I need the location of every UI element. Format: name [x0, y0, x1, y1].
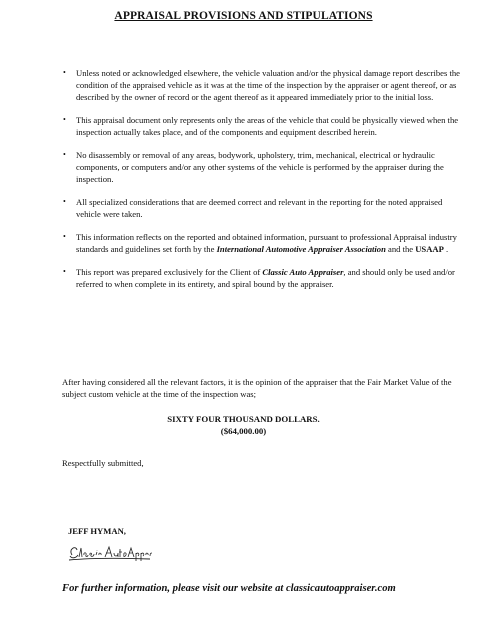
- bullet-icon: •: [63, 197, 66, 206]
- provision-item: [63, 149, 461, 185]
- provision-text-before: This report was prepared exclusively for the Client of: [76, 267, 263, 277]
- provision-item: [63, 231, 461, 255]
- bullet-icon: •: [63, 68, 66, 77]
- bullet-icon: •: [63, 267, 66, 276]
- provision-text-after: .: [443, 244, 449, 254]
- provision-item: [63, 196, 461, 220]
- provision-text-before: This information reflects on the reported and obtained information, pursuant to professional Appraisal industry standards and guidelines set forth by the: [76, 232, 457, 254]
- value-in-words: SIXTY FOUR THOUSAND DOLLARS.: [167, 414, 320, 424]
- opinion-paragraph: After having considered all the relevant factors, it is the opinion of the appraiser that the Fair Market Value of the subject custom vehicle at the time of the inspection was;: [62, 377, 452, 399]
- provision-item: [63, 266, 461, 290]
- bullet-icon: •: [63, 232, 66, 241]
- value-numeric: ($64,000.00): [220, 426, 267, 436]
- provision-text: Unless noted or acknowledged elsewhere, the vehicle valuation and/or the physical damage report describes the condition of the appraised vehicle as it was at the time of the inspection by the appraiser or agent thereof, or as described by the owner of record or the agent thereof as it appeared immediately prior to the initial loss.: [76, 68, 460, 102]
- provision-item: [63, 67, 461, 103]
- provision-text-middle: and the: [385, 244, 416, 254]
- usaap-acronym: USAAP: [415, 244, 444, 254]
- company-name: Classic Auto Appraiser: [262, 267, 344, 277]
- organization-name: International Automotive Appraiser Association: [216, 244, 386, 254]
- provision-item: [63, 114, 461, 138]
- bullet-icon: •: [63, 115, 66, 124]
- valuation-block: [0, 413, 487, 437]
- provision-text: This appraisal document only represents only the areas of the vehicle that could be physically viewed when the inspection actually takes place, and of the components and equipment described herein.: [76, 115, 459, 137]
- provisions-list: [63, 67, 461, 301]
- closing-line: Respectfully submitted,: [62, 458, 144, 468]
- provision-text: All specialized considerations that are deemed correct and relevant in the reporting for the noted appraised vehicle were taken.: [76, 197, 443, 219]
- provision-text-after: , and should only be used and/or referred to when complete in its entirety, and spiral bound by the appraiser.: [76, 267, 455, 289]
- provision-text: No disassembly or removal of any areas, bodywork, upholstery, trim, mechanical, electrical or hydraulic components, or computers and/or any other systems of the vehicle is performed by the appraiser during the inspection.: [76, 150, 444, 184]
- signer-name: JEFF HYMAN,: [68, 526, 126, 536]
- document-title: APPRAISAL PROVISIONS AND STIPULATIONS: [114, 10, 373, 22]
- footer-website-note: For further information, please visit our website at classicautoappraiser.com: [62, 583, 396, 594]
- signature-image: [66, 543, 152, 563]
- bullet-icon: •: [63, 150, 66, 159]
